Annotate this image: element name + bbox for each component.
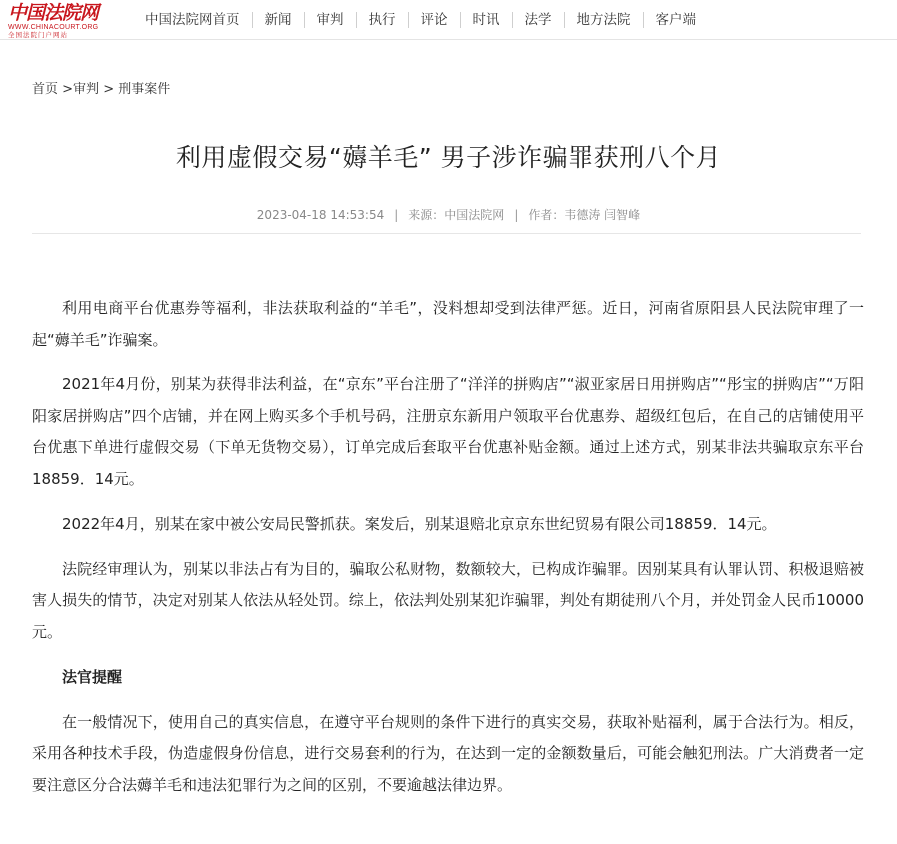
article-meta — [0, 206, 897, 223]
breadcrumb-separator: > — [99, 82, 119, 97]
breadcrumb — [32, 78, 170, 97]
logo-url: WWW.CHINACOURT.ORG — [8, 24, 99, 31]
article-body — [32, 293, 864, 815]
meta-separator: | — [394, 208, 399, 222]
nav-item-commentary[interactable]: 评论 — [408, 12, 460, 28]
meta-separator: | — [514, 208, 519, 222]
logo-subtitle: 全国法院门户网站 — [8, 31, 68, 39]
article-datetime: 2023-04-18 14:53:54 — [256, 208, 385, 222]
article-paragraph: 在一般情况下，使用自己的真实信息，在遵守平台规则的条件下进行的真实交易，获取补贴福利，属于合法行为。相反，采用各种技术手段，伪造虚假身份信息，进行交易套利的行为，在达到一定的金额数量后，可能会触犯刑法。广大消费者一定要注意区分合法薅羊毛和违法犯罪行为之间的区别，不要逾越法律边界。 — [32, 712, 864, 794]
title-divider — [32, 233, 861, 234]
article-subheading: 法官提醒 — [62, 668, 123, 686]
breadcrumb-section-link[interactable]: 审判 — [73, 82, 100, 97]
breadcrumb-home-link[interactable]: 首页 — [32, 82, 59, 97]
article-paragraph: 法院经审理认为，别某以非法占有为目的，骗取公私财物，数额较大，已构成诈骗罪。因别某具有认罪认罚、积极退赔被害人损失的情节，决定对别某人依法从轻处罚。综上，依法判处别某犯诈骗罪，判处有期徒刑八个月，并处罚金人民币10000 元。 — [32, 559, 864, 641]
top-bar — [0, 0, 897, 40]
article-title: 利用虚假交易“薅羊毛” 男子涉诈骗罪获刑八个月 — [175, 143, 722, 172]
nav-item-law-studies[interactable]: 法学 — [512, 12, 564, 28]
nav-item-execution[interactable]: 执行 — [356, 12, 408, 28]
article-paragraph: 2021年4月份，别某为获得非法利益，在“京东”平台注册了“洋洋的拼购店”“淑亚家居日用拼购店”“彤宝的拼购店”“万阳阳家居拼购店”四个店铺，并在网上购买多个手机号码，注册京东新用户领取平台优惠券、超级红包后，在自己的店铺使用平台优惠下单进行虚假交易（下单无货物交易），订单完成后套取平台优惠补贴金额。通过上述方式，别某非法共骗取京东平台18859．14元。 — [32, 375, 864, 488]
logo-wordmark: 中国法院网 — [8, 2, 99, 24]
main-nav — [133, 0, 708, 39]
article-author: 作者：韦德涛 闫智峰 — [528, 208, 641, 222]
breadcrumb-separator: > — [58, 82, 74, 97]
nav-item-home[interactable]: 中国法院网首页 — [145, 11, 240, 28]
article-paragraph: 2022年4月，别某在家中被公安局民警抓获。案发后，别某退赔北京京东世纪贸易有限公司18859．14元。 — [62, 515, 777, 533]
site-logo[interactable] — [8, 2, 108, 38]
nav-item-bulletin[interactable]: 时讯 — [460, 12, 512, 28]
breadcrumb-category-link[interactable]: 刑事案件 — [118, 82, 171, 97]
article-source: 来源：中国法院网 — [408, 208, 505, 222]
nav-item-app[interactable]: 客户端 — [643, 12, 709, 28]
nav-item-trial[interactable]: 审判 — [304, 12, 356, 28]
nav-item-local-courts[interactable]: 地方法院 — [564, 12, 643, 28]
nav-item-news[interactable]: 新闻 — [252, 12, 304, 28]
article-paragraph: 利用电商平台优惠券等福利，非法获取利益的“羊毛”，没料想却受到法律严惩。近日，河南省原阳县人民法院审理了一起“薅羊毛”诈骗案。 — [32, 299, 864, 349]
